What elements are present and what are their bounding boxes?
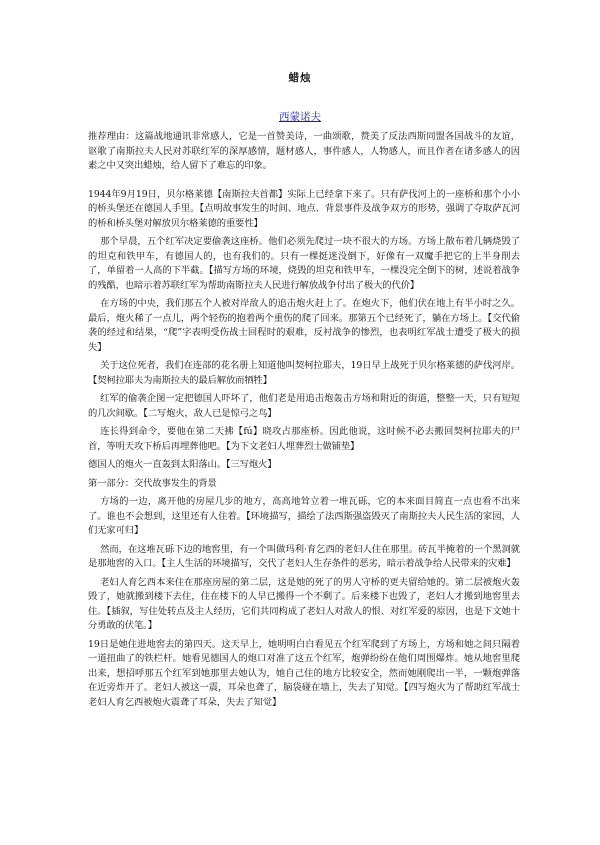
body-paragraph: 1944年9月19日，贝尔格莱德【南斯拉夫首都】实际上已经拿下来了。只有萨伐河上的一座桥和那个小小的桥头堡还在德国人手里。【点明故事发生的时间、地点、背景事件及战争双方的形势，强调了夺取萨瓦河的桥和桥头堡对解放贝尔格莱德的重要性】 bbox=[88, 188, 520, 229]
author-link[interactable]: 西蒙诺夫 bbox=[279, 111, 321, 123]
article-body bbox=[88, 130, 520, 714]
body-paragraph: 关于这位死者，我们在连部的花名册上知道他叫契柯拉耶夫，19日早上战死于贝尔格莱德的萨伐河岸。【契柯拉耶夫为南斯拉夫的最后解放而牺牲】 bbox=[88, 360, 520, 386]
article-title: 蜡烛 bbox=[288, 72, 312, 84]
body-paragraph: 红军的偷袭企图一定把德国人吓坏了，他们老是用追击炮轰击方场和附近的街道，整整一天，只有短短的几次间歇。【二写炮火，敌人已是惊弓之鸟】 bbox=[88, 393, 520, 419]
body-paragraph: 那个早晨，五个红军决定要偷袭这座桥。他们必须先爬过一块不很大的方场。方场上散布着几辆烧毁了的坦克和铁甲车，有德国人的，也有我们的。只有一棵挺迷没倒下，好像有一双魔手把它的上半身削去了，单留着一人高的下半截。【描写方场的环境，烧毁的坦克和铁甲车，一棵没完全倒下的树，述说着战争的残酷，也暗示着苏联红军为帮助南斯拉夫人民进行解放战争付出了极大的代价】 bbox=[88, 236, 520, 291]
recommendation-paragraph: 推荐理由：这篇战地通讯非常感人，它是一首赞美诗，一曲颂歌，赞美了反法西斯同盟各国战斗的友谊，讴歌了南斯拉夫人民对苏联红军的深厚感情，题材感人，事件感人，人物感人，而且作者在诸多感人的因素之中又突出蜡烛，给人留下了难忘的印象。 bbox=[88, 131, 520, 171]
body-paragraph: 然而，在这堆瓦砾下边的地窖里，有一个叫做玛利·育乞西的老妇人住在那里。砖瓦半掩着的一个黑洞就是那地窖的入口。【主人生活的环境描写，交代了老妇人生存条件的恶劣，暗示着战争给人民带来的灾难】 bbox=[88, 543, 520, 569]
body-paragraph: 老妇人育乞西本来住在那座房屋的第二层，这是她的死了的男人守桥的更夫留给她的。第二层被炮火轰毁了，她就搬到楼下去住，住在楼下的人早已搬得一个不剩了。后来楼下也毁了，老妇人才搬到地窖里去住。【插叙，写住处转点及主人经历，它们共同构成了老妇人对敌人的恨、对红军爱的原因，也是下文她十分勇敢的伏笔。】 bbox=[88, 576, 520, 631]
body-paragraph: 连长得到命令，要他在第二天拂【fú】晓攻占那座桥。因此他说，这时候不必去搬回契柯拉耶夫的尸首，等明天攻下桥后再埋葬他吧。【为下文老妇人埋葬烈士做铺垫】 bbox=[88, 426, 520, 452]
body-paragraph: 19日是她住进地窖去的第四天。这天早上，她明明白白看见五个红军爬到了方场上，方场和她之间只隔着一道扭曲了的铁栏杆。她看见德国人的炮口对准了这五个红军，炮弹纷纷在他们周围爆炸。她从地窖里爬出来，想招呼那五个红军到她那里去她认为，她自己住的地方比较安全，然而她刚爬出一半，一颗炮弹落在近旁炸开了。老妇人被这一震，耳朵也聋了，脑袋碰在墙上，失去了知觉。【四写炮火为了帮助红军战士老妇人育乞西被炮火震聋了耳朵，失去了知觉】 bbox=[88, 638, 520, 708]
body-paragraph: 方场的一边，离开他的房屋几步的地方，高高地耸立着一堆瓦砾，它的本来面目简直一点也看不出来了。谁也不会想到，这里还有人住着。【环境描写，描绘了法西斯强盗毁灭了南斯拉夫人民生活的家园，人们无家可归】 bbox=[88, 496, 520, 536]
body-paragraph: 德国人的炮火一直轰到太阳落山。【三写炮火】 bbox=[88, 459, 277, 470]
section-summary: 第一部分：交代故事发生的背景 bbox=[88, 477, 217, 489]
body-paragraph: 在方场的中央，我们那五个人被对岸敌人的追击炮火赶上了。在炮火下，他们伏在地上有半小时之久。最后，炮火稀了一点儿，两个轻伤的抱着两个重伤的爬了回来。那第五个已经死了，躺在方场上。【交代偷袭的经过和结果，“爬”字表明受伤战士回程时的艰难，反衬战争的惨烈，也表明红军战士遭受了极大的损失】 bbox=[88, 298, 520, 353]
